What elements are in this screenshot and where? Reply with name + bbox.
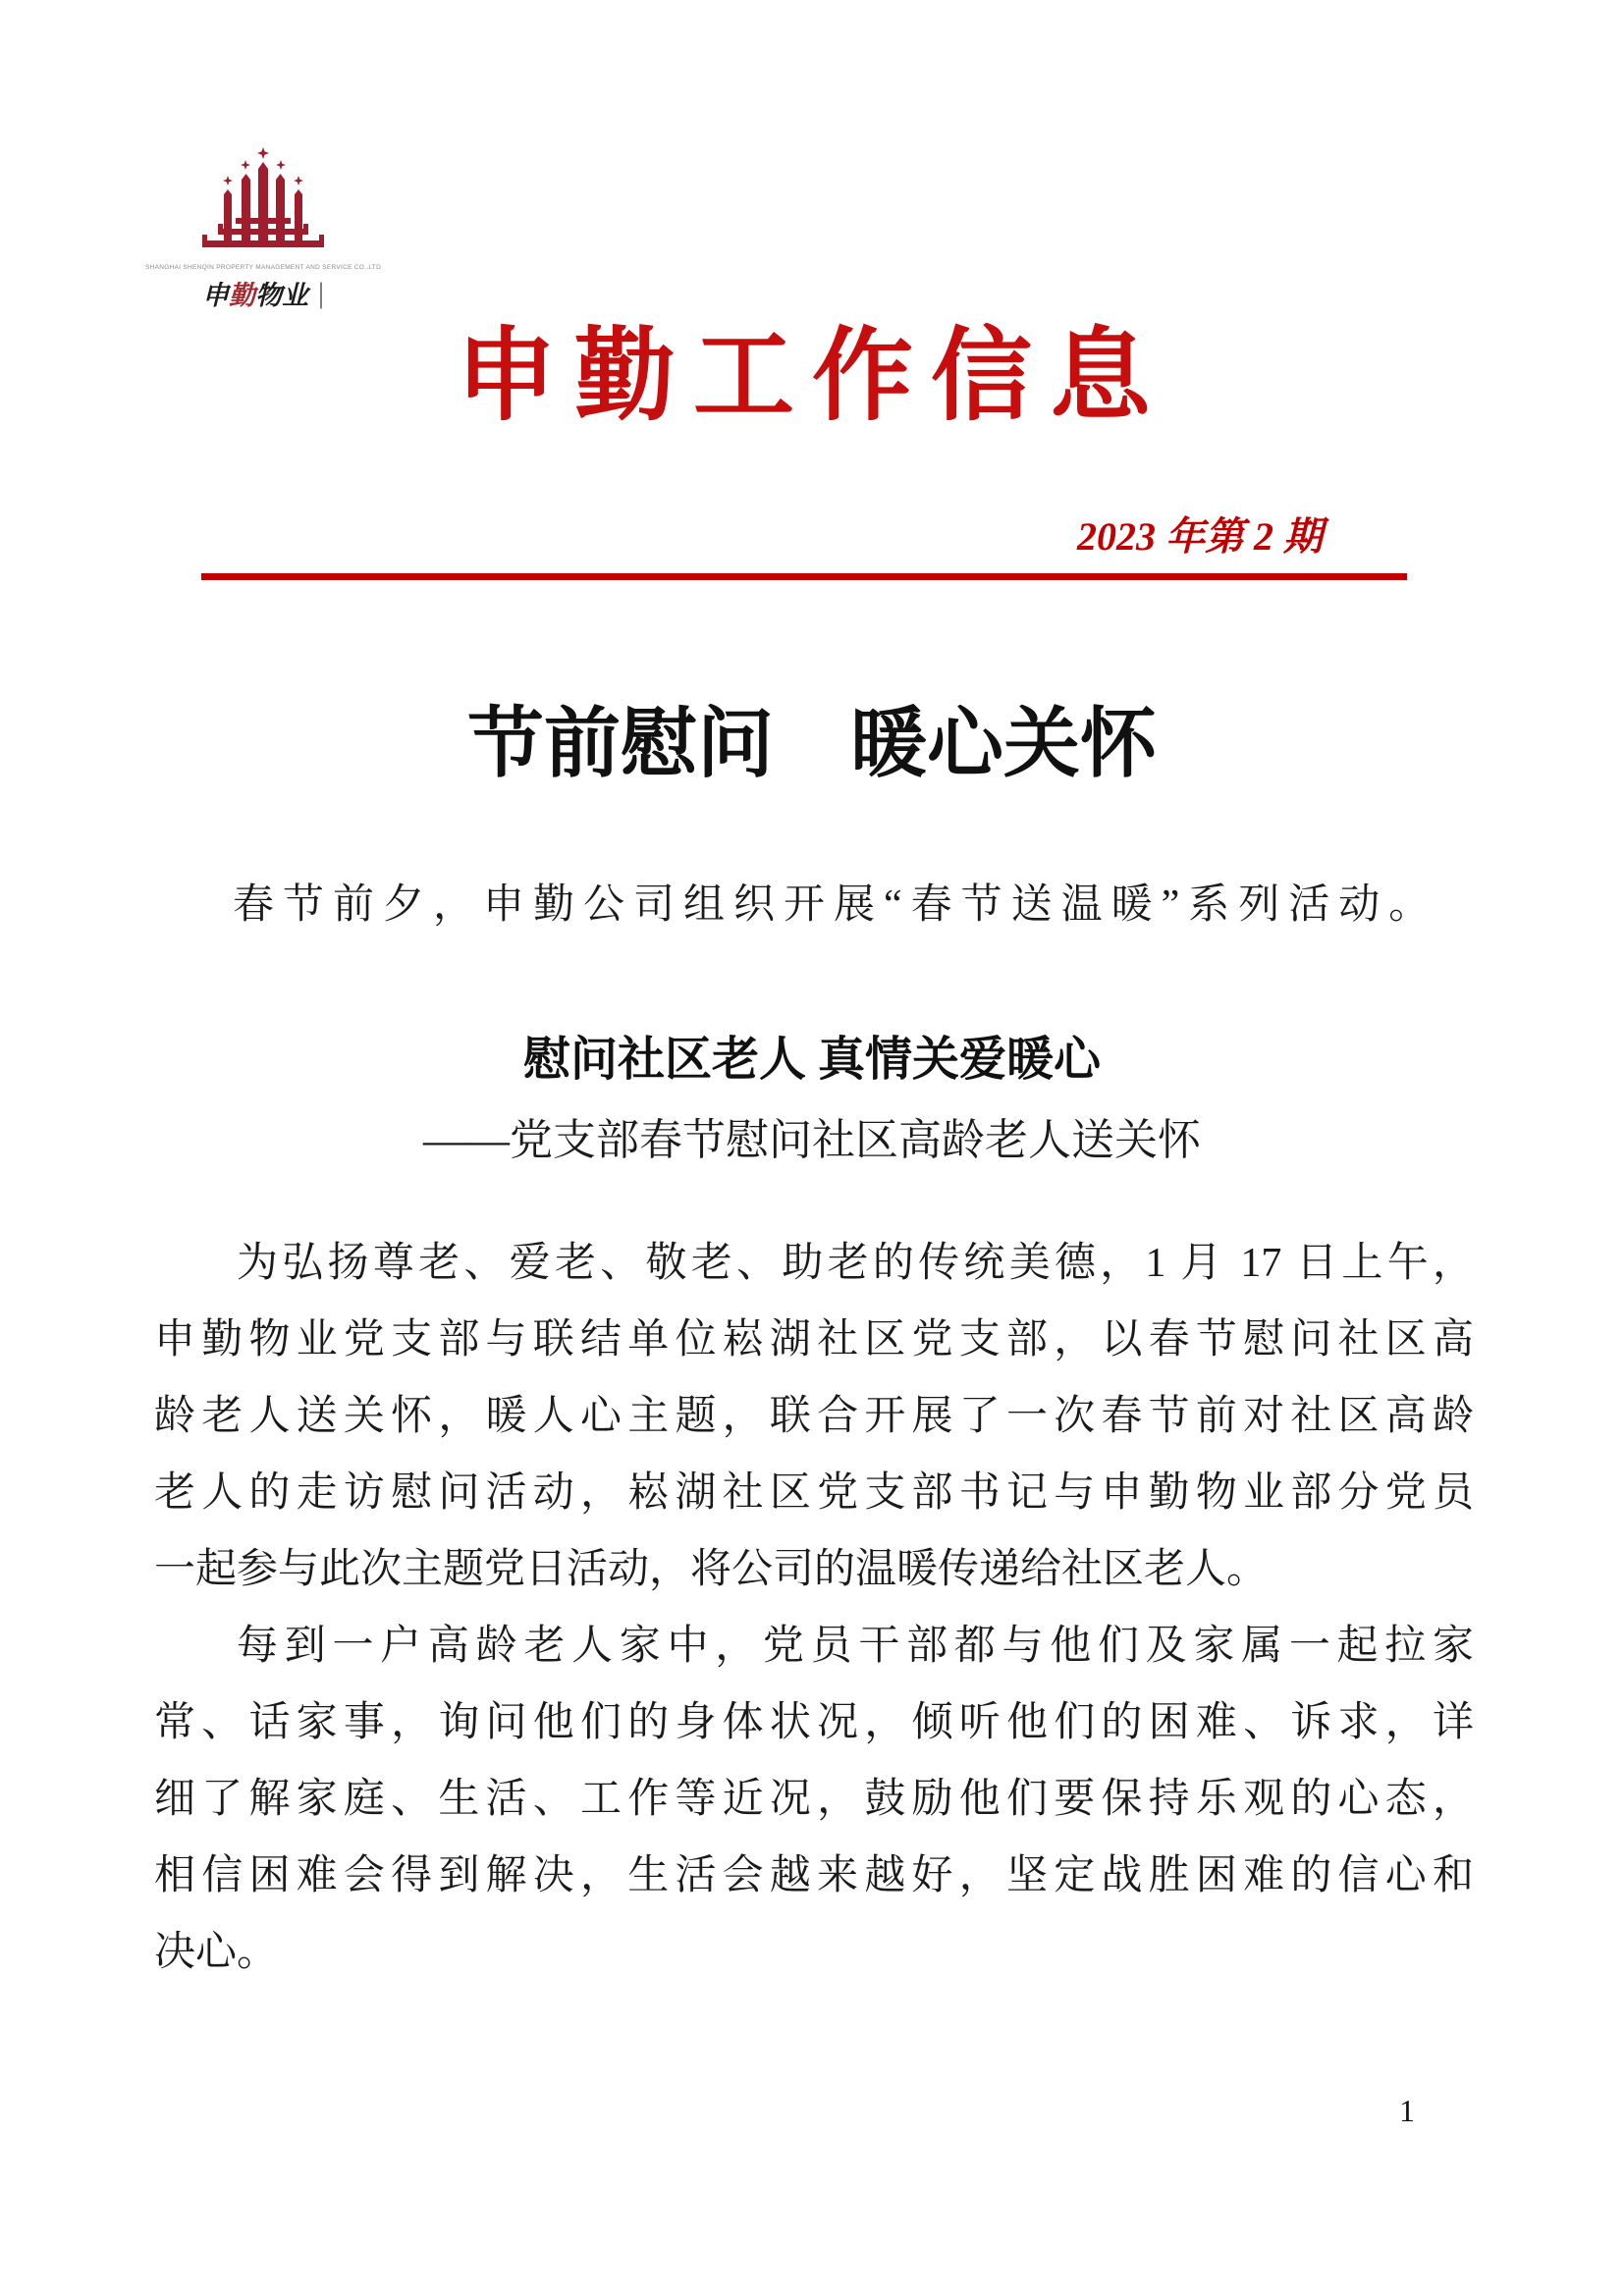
logo-char-shen: 申 bbox=[201, 281, 229, 310]
paragraph-line: 申勤物业党支部与联结单位崧湖社区党支部，以春节慰问社区高 bbox=[154, 1317, 1474, 1362]
logo-char-qin: 勤 bbox=[228, 281, 255, 310]
section-heading: 慰问社区老人 真情关爱暖心 bbox=[522, 1034, 1101, 1086]
paragraph-line: 细了解家庭、生活、工作等近况，鼓励他们要保持乐观的心态， bbox=[154, 1777, 1474, 1822]
article-intro: 春节前夕，申勤公司组织开展“春节送温暖”系列活动。 bbox=[233, 882, 1439, 928]
article-title: 节前慰问 暖心关怀 bbox=[466, 701, 1157, 786]
paragraph-line: 决心。 bbox=[154, 1930, 279, 1975]
paragraph-line: 为弘扬尊老、爱老、敬老、助老的传统美德，1 月 17 日上午， bbox=[237, 1241, 1474, 1286]
masthead-title: 申勤工作信息 bbox=[456, 321, 1168, 433]
company-logo bbox=[144, 145, 382, 312]
logo-english-name: SHANGHAI SHENQIN PROPERTY MANAGEMENT AND SERVICE CO.,LTD bbox=[144, 264, 382, 271]
section-subheading: ——党支部春节慰问社区高龄老人送关怀 bbox=[423, 1116, 1201, 1164]
paragraph-line: 一起参与此次主题党日活动，将公司的温暖传递给社区老人。 bbox=[154, 1547, 1269, 1592]
paragraph-line: 老人的走访慰问活动，崧湖社区党支部书记与申勤物业部分党员 bbox=[154, 1470, 1474, 1516]
logo-chars-wuye: 物业 bbox=[254, 281, 308, 310]
page-number: 1 bbox=[1399, 2093, 1415, 2128]
logo-calligraphy-name bbox=[202, 274, 324, 312]
issue-number: 2023 年第 2 期 bbox=[1077, 514, 1323, 559]
tower-emblem-icon bbox=[198, 145, 328, 259]
paragraph-line: 常、话家事，询问他们的身体状况，倾听他们的困难、诉求，详 bbox=[154, 1700, 1474, 1745]
red-divider-rule bbox=[201, 573, 1407, 580]
paragraph-line: 相信困难会得到解决，生活会越来越好，坚定战胜困难的信心和 bbox=[154, 1853, 1474, 1898]
logo-divider-bar: | bbox=[317, 276, 324, 309]
paragraph-line: 每到一户高龄老人家中，党员干部都与他们及家属一起拉家 bbox=[237, 1624, 1474, 1669]
paragraph-line: 龄老人送关怀，暖人心主题，联合开展了一次春节前对社区高龄 bbox=[154, 1394, 1474, 1439]
